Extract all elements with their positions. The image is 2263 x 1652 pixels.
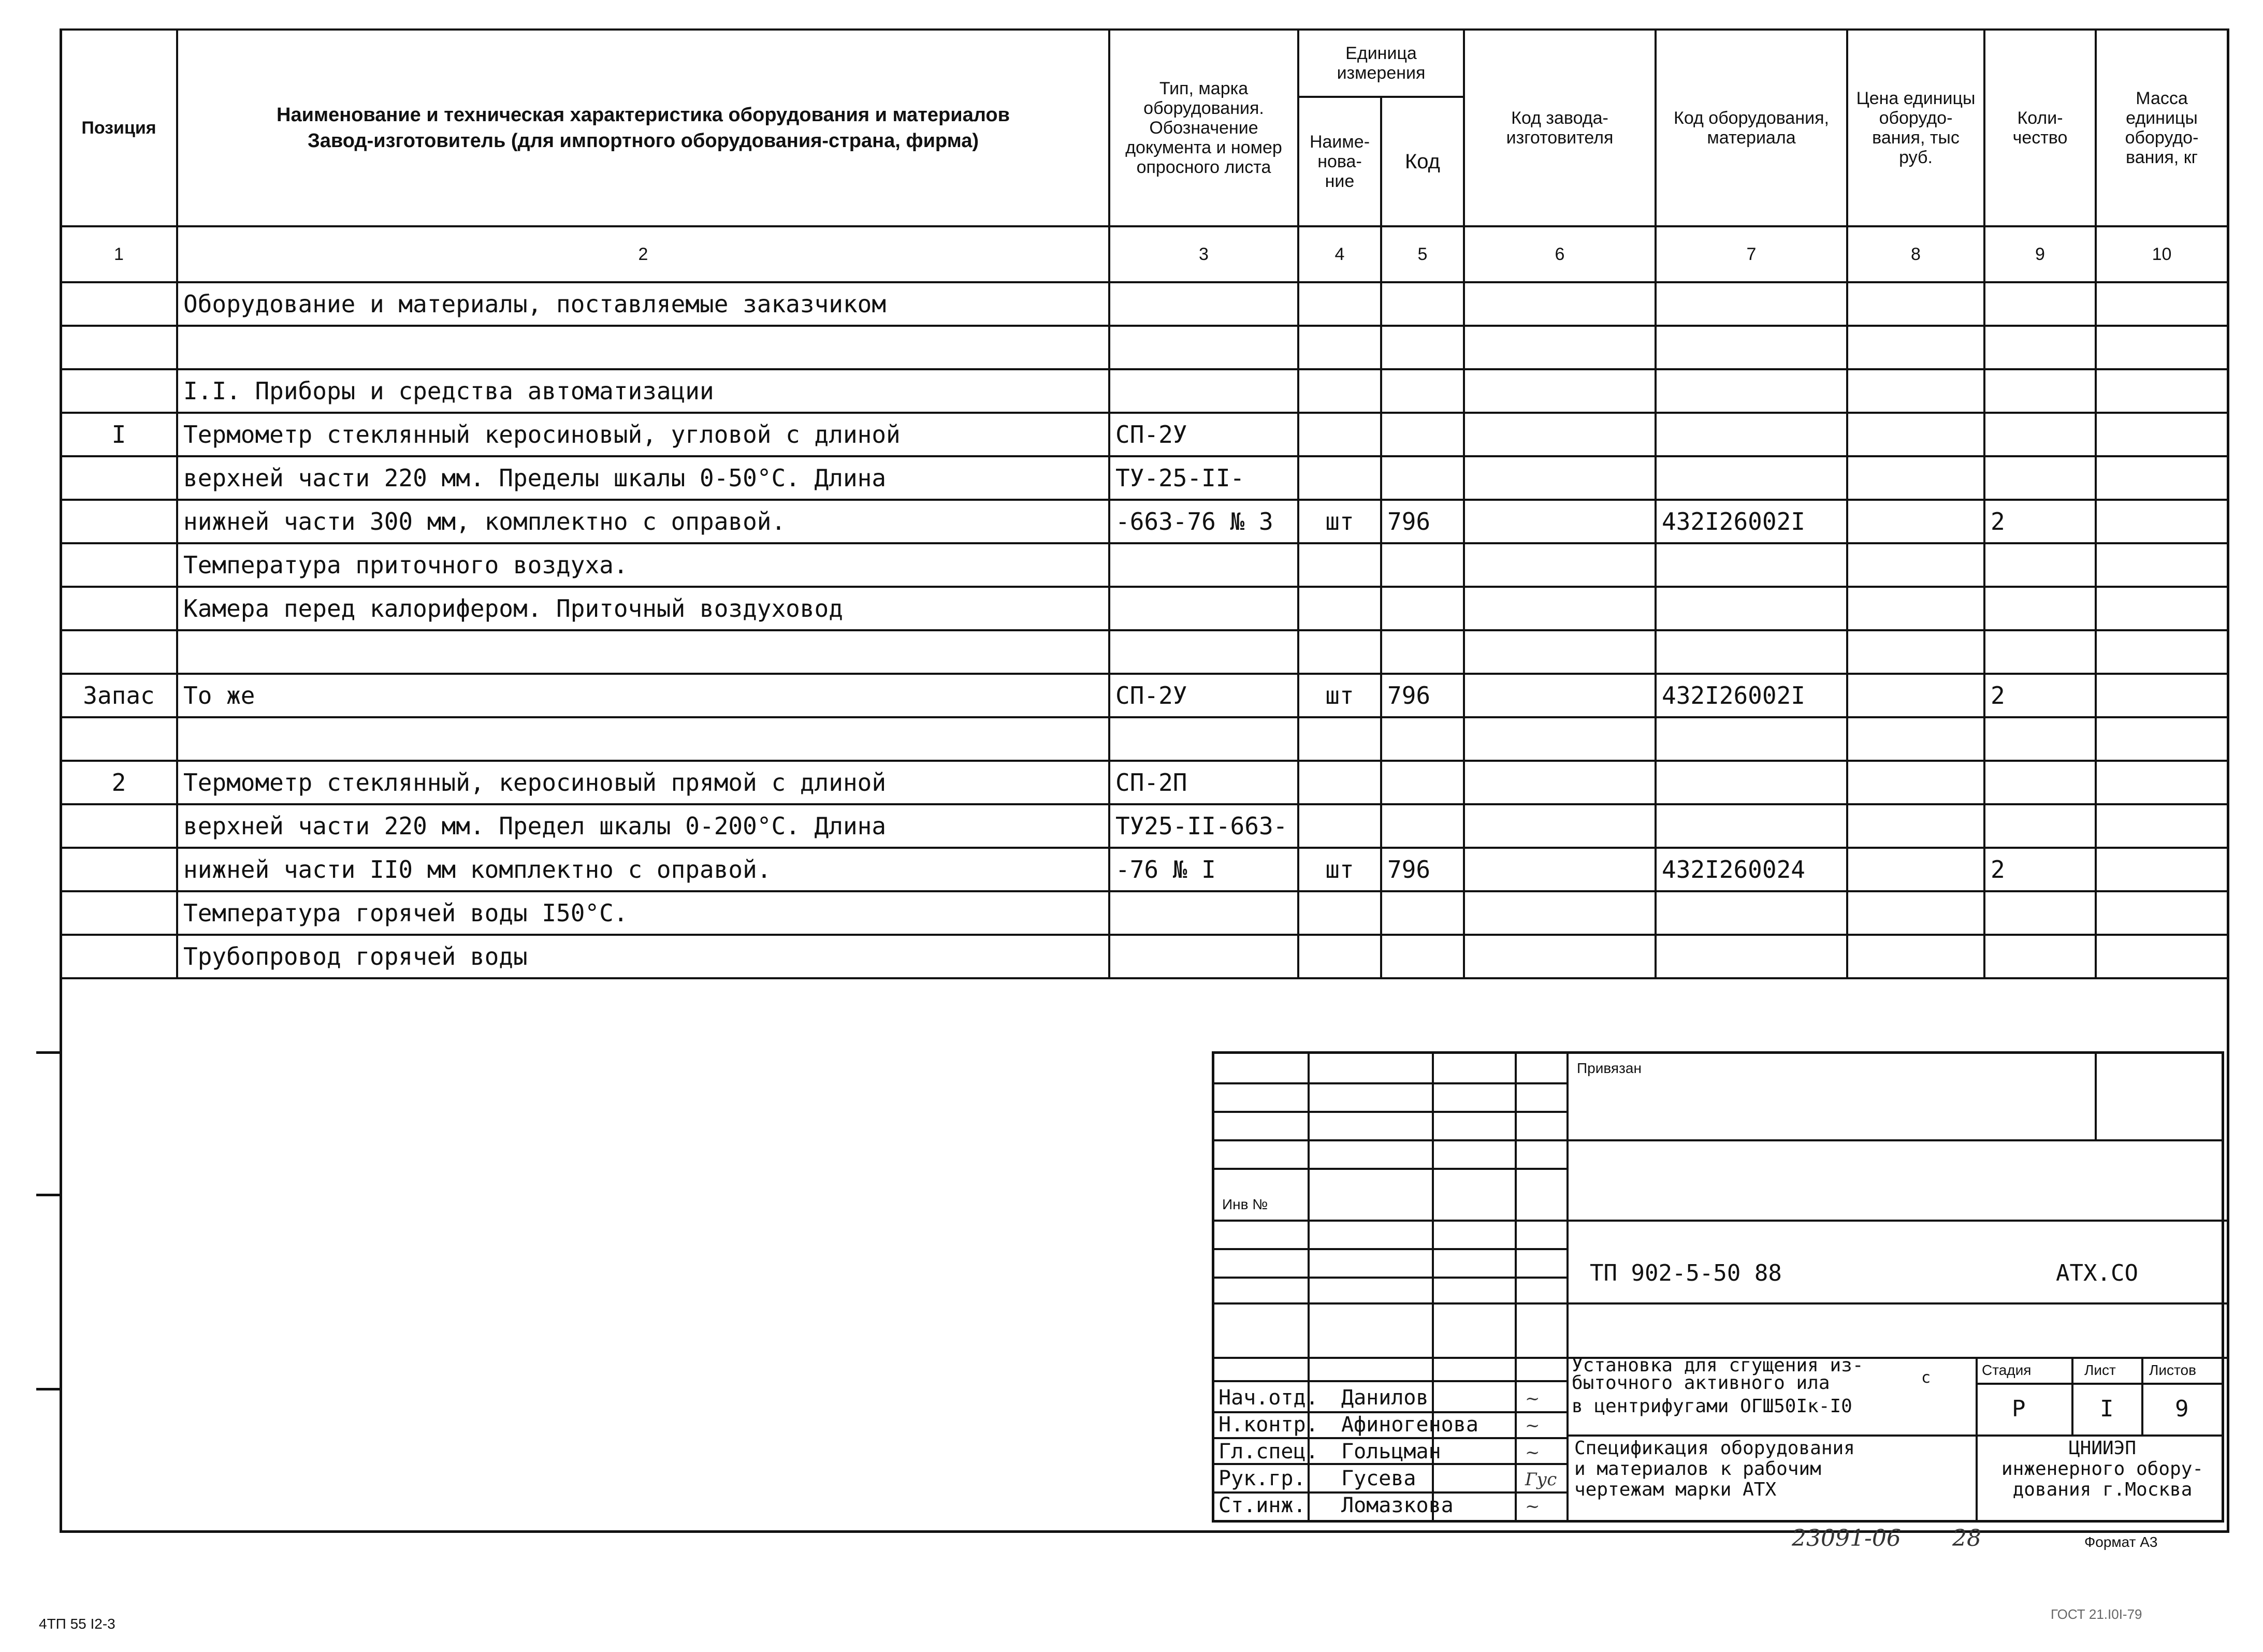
table-row (61, 587, 2228, 630)
cell-quantity (1984, 630, 2096, 674)
cell-equipment-code (1656, 456, 1847, 500)
cell-factory-code (1464, 935, 1656, 978)
table-row (61, 891, 2228, 935)
table-row (61, 935, 2228, 978)
cell-name (177, 326, 1109, 369)
cell-position (61, 804, 177, 848)
right-stamp-code: ГОСТ 21.I0I-79 (2051, 1606, 2142, 1622)
organization (1981, 1438, 2224, 1500)
sheet-label: Лист (2084, 1362, 2116, 1378)
cell-unit-code: 796 (1381, 674, 1464, 717)
cell-name (177, 717, 1109, 761)
table-row (61, 630, 2228, 674)
signer-role: Н.контр. (1218, 1413, 1318, 1437)
header-name-line1: Наименование и техническая характеристика оборудования и материалов (277, 104, 1010, 126)
cell-factory-code (1464, 456, 1656, 500)
cell-name: Оборудование и материалы, поставляемые заказчиком (177, 282, 1109, 326)
margin-tick (36, 1388, 60, 1390)
column-number: 4 (1298, 226, 1381, 282)
cell-unit-name (1298, 891, 1381, 935)
spec-title-line2: и материалов к рабочим (1574, 1458, 1821, 1480)
table-row (61, 500, 2228, 543)
cell-factory-code (1464, 326, 1656, 369)
cell-name: нижней части II0 мм комплектно с оправой. (177, 848, 1109, 891)
header-type: Тип, марка оборудования. Обозначение документа и номер опросного листа (1109, 30, 1298, 226)
table-row (61, 543, 2228, 587)
cell-unit-name (1298, 761, 1381, 804)
cell-equipment-code (1656, 804, 1847, 848)
cell-price (1847, 761, 1984, 804)
cell-mass (2096, 456, 2228, 500)
cell-type (1109, 369, 1298, 413)
cell-unit-name (1298, 326, 1381, 369)
table-row (61, 456, 2228, 500)
header-name-line2: Завод-изготовитель (для импортного оборудования-страна, фирма) (307, 130, 979, 152)
cell-equipment-code: 432I260024 (1656, 848, 1847, 891)
cell-mass (2096, 674, 2228, 717)
column-number: 1 (61, 226, 177, 282)
cell-price (1847, 587, 1984, 630)
cell-factory-code (1464, 717, 1656, 761)
cell-name: Термометр стеклянный керосиновый, угловой с длиной (177, 413, 1109, 456)
cell-unit-code (1381, 630, 1464, 674)
header-unit-code: Код (1381, 97, 1464, 226)
cell-equipment-code (1656, 717, 1847, 761)
organization-line1: ЦНИИЭП (2068, 1438, 2137, 1459)
cell-factory-code (1464, 761, 1656, 804)
cell-type (1109, 587, 1298, 630)
cell-price (1847, 500, 1984, 543)
cell-unit-name (1298, 369, 1381, 413)
cell-unit-name: шт (1298, 674, 1381, 717)
signer-name: Гольцман (1341, 1440, 1441, 1463)
cell-mass (2096, 413, 2228, 456)
signature: ~ (1525, 1442, 1540, 1463)
cell-price (1847, 326, 1984, 369)
grid-line (1214, 1111, 1566, 1113)
document-code: ТП 902-5-50 88 (1590, 1260, 1782, 1286)
header-unit-group: Единица измерения (1298, 30, 1464, 97)
cell-unit-name (1298, 587, 1381, 630)
cell-type (1109, 717, 1298, 761)
cell-position (61, 456, 177, 500)
margin-tick (36, 1051, 60, 1054)
cell-name: Термометр стеклянный, керосиновый прямой с длиной (177, 761, 1109, 804)
stage-label: Стадия (1982, 1362, 2032, 1378)
table-row (61, 804, 2228, 848)
cell-position (61, 848, 177, 891)
header-mass: Масса единицы оборудо-вания, кг (2096, 30, 2228, 226)
cell-unit-code (1381, 543, 1464, 587)
cell-price (1847, 369, 1984, 413)
cell-unit-name (1298, 543, 1381, 587)
cell-unit-name: шт (1298, 500, 1381, 543)
cell-unit-code (1381, 891, 1464, 935)
cell-unit-code (1381, 717, 1464, 761)
cell-position (61, 500, 177, 543)
grid-line (1214, 1139, 1566, 1141)
cell-name: Температура горячей воды I50°С. (177, 891, 1109, 935)
column-number: 6 (1464, 226, 1656, 282)
signer-name: Гусева (1341, 1467, 1416, 1490)
cell-quantity (1984, 413, 2096, 456)
cell-equipment-code (1656, 630, 1847, 674)
signature: ~ (1525, 1496, 1540, 1517)
cell-mass (2096, 500, 2228, 543)
header-unit-name: Наиме-нова-ние (1298, 97, 1381, 226)
cell-unit-code (1381, 935, 1464, 978)
table-row (61, 717, 2228, 761)
signer-role: Ст.инж. (1218, 1494, 1306, 1517)
cell-quantity (1984, 326, 2096, 369)
cell-unit-code (1381, 804, 1464, 848)
cell-mass (2096, 804, 2228, 848)
column-number: 5 (1381, 226, 1464, 282)
cell-position (61, 543, 177, 587)
cell-quantity: 2 (1984, 848, 2096, 891)
cell-unit-name (1298, 630, 1381, 674)
cell-mass (2096, 326, 2228, 369)
cell-mass (2096, 891, 2228, 935)
format-label: Формат А3 (2084, 1534, 2158, 1550)
cell-price (1847, 804, 1984, 848)
column-number: 3 (1109, 226, 1298, 282)
inventory-label: Инв № (1222, 1196, 1268, 1212)
cell-quantity (1984, 543, 2096, 587)
cell-unit-code: 796 (1381, 500, 1464, 543)
left-stamp-code: 4ТП 55 I2-3 (39, 1616, 115, 1632)
cell-mass (2096, 761, 2228, 804)
signer-role: Нач.отд. (1218, 1386, 1318, 1410)
cell-type: СП-2У (1109, 413, 1298, 456)
cell-unit-code (1381, 761, 1464, 804)
grid-line (1214, 1277, 1566, 1279)
cell-factory-code (1464, 587, 1656, 630)
header-position: Позиция (61, 30, 177, 226)
project-title-superscript: с (1921, 1369, 1931, 1387)
cell-position: 2 (61, 761, 177, 804)
project-title (1572, 1357, 1864, 1392)
cell-name: нижней части 300 мм, комплектно с оправой. (177, 500, 1109, 543)
attached-label: Привязан (1577, 1060, 1642, 1076)
project-title-line1: Установка для сгущения из- (1572, 1355, 1864, 1376)
signers-roles (1218, 1384, 1318, 1519)
cell-unit-name (1298, 717, 1381, 761)
cell-name: Трубопровод горячей воды (177, 935, 1109, 978)
table-row (61, 282, 2228, 326)
cell-price (1847, 935, 1984, 978)
cell-equipment-code (1656, 413, 1847, 456)
cell-type: СП-2П (1109, 761, 1298, 804)
cell-mass (2096, 630, 2228, 674)
sheets-label: Листов (2149, 1362, 2196, 1378)
cell-equipment-code: 432I26002I (1656, 674, 1847, 717)
project-title-line2: быточного активного ила (1572, 1372, 1830, 1394)
cell-quantity: 2 (1984, 674, 2096, 717)
cell-quantity: 2 (1984, 500, 2096, 543)
cell-quantity (1984, 761, 2096, 804)
signer-name: Афиногенова (1341, 1413, 1478, 1437)
cell-factory-code (1464, 413, 1656, 456)
cell-equipment-code (1656, 587, 1847, 630)
cell-type: СП-2У (1109, 674, 1298, 717)
title-block (1212, 1051, 2224, 1523)
header-price: Цена единицы оборудо-вания, тыс руб. (1847, 30, 1984, 226)
signer-name: Ломазкова (1341, 1494, 1454, 1517)
cell-quantity (1984, 891, 2096, 935)
signatures (1525, 1385, 1557, 1520)
cell-quantity (1984, 456, 2096, 500)
cell-type (1109, 326, 1298, 369)
cell-position: Запас (61, 674, 177, 717)
grid-line (1214, 1082, 1566, 1084)
column-number: 8 (1847, 226, 1984, 282)
margin-tick (36, 1194, 60, 1196)
signature: Гус (1525, 1469, 1557, 1490)
cell-price (1847, 717, 1984, 761)
cell-price (1847, 543, 1984, 587)
cell-name: То же (177, 674, 1109, 717)
grid-line (1976, 1357, 1978, 1523)
signature: ~ (1525, 1388, 1540, 1409)
cell-unit-name (1298, 282, 1381, 326)
cell-equipment-code (1656, 935, 1847, 978)
cell-unit-code (1381, 282, 1464, 326)
grid-line (1214, 1302, 2227, 1305)
archive-number: 23091-06 (1792, 1525, 1901, 1552)
cell-quantity (1984, 587, 2096, 630)
cell-price (1847, 456, 1984, 500)
cell-equipment-code: 432I26002I (1656, 500, 1847, 543)
grid-line (1976, 1383, 2224, 1385)
cell-position (61, 587, 177, 630)
cell-mass (2096, 282, 2228, 326)
header-equipment-code: Код оборудования, материала (1656, 30, 1847, 226)
organization-line3: дования г.Москва (2012, 1479, 2193, 1500)
grid-line (2141, 1357, 2143, 1434)
cell-unit-code (1381, 369, 1464, 413)
table-row (61, 413, 2228, 456)
cell-position (61, 326, 177, 369)
signer-name: Данилов (1341, 1386, 1429, 1410)
column-number: 9 (1984, 226, 2096, 282)
cell-quantity (1984, 717, 2096, 761)
specification-table (60, 28, 2229, 979)
cell-type (1109, 891, 1298, 935)
cell-mass (2096, 848, 2228, 891)
page-number: 28 (1952, 1525, 1981, 1552)
cell-unit-code (1381, 413, 1464, 456)
cell-unit-name (1298, 456, 1381, 500)
stage-value: Р (2012, 1396, 2026, 1422)
cell-factory-code (1464, 282, 1656, 326)
spec-title (1574, 1438, 1855, 1500)
cell-factory-code (1464, 500, 1656, 543)
cell-mass (2096, 935, 2228, 978)
cell-quantity (1984, 369, 2096, 413)
cell-type: ТУ-25-II- (1109, 456, 1298, 500)
column-number: 7 (1656, 226, 1847, 282)
header-factory-code: Код завода-изготовителя (1464, 30, 1656, 226)
table-row (61, 674, 2228, 717)
cell-mass (2096, 717, 2228, 761)
cell-factory-code (1464, 848, 1656, 891)
cell-factory-code (1464, 891, 1656, 935)
cell-type (1109, 543, 1298, 587)
cell-position (61, 717, 177, 761)
grid-line (2095, 1054, 2097, 1139)
cell-name: I.I. Приборы и средства автоматизации (177, 369, 1109, 413)
grid-line (1566, 1434, 2224, 1437)
cell-position (61, 630, 177, 674)
cell-price (1847, 630, 1984, 674)
cell-equipment-code (1656, 282, 1847, 326)
cell-equipment-code (1656, 326, 1847, 369)
cell-mass (2096, 587, 2228, 630)
grid-line (1566, 1139, 2224, 1141)
cell-unit-name (1298, 413, 1381, 456)
cell-position (61, 282, 177, 326)
cell-price (1847, 891, 1984, 935)
cell-name: Температура приточного воздуха. (177, 543, 1109, 587)
organization-line2: инженерного обору- (2001, 1458, 2204, 1480)
specification-body (61, 282, 2228, 978)
grid-line (1214, 1220, 2227, 1222)
cell-equipment-code (1656, 543, 1847, 587)
cell-unit-name (1298, 935, 1381, 978)
column-number: 10 (2096, 226, 2228, 282)
cell-equipment-code (1656, 761, 1847, 804)
grid-line (2071, 1357, 2073, 1434)
cell-unit-code: 796 (1381, 848, 1464, 891)
cell-unit-code (1381, 456, 1464, 500)
cell-type (1109, 282, 1298, 326)
table-row (61, 369, 2228, 413)
cell-quantity (1984, 935, 2096, 978)
cell-price (1847, 674, 1984, 717)
column-number: 2 (177, 226, 1109, 282)
table-row (61, 761, 2228, 804)
cell-factory-code (1464, 804, 1656, 848)
cell-position (61, 935, 177, 978)
header-quantity: Коли-чество (1984, 30, 2096, 226)
grid-line (1566, 1054, 1569, 1523)
grid-line (1214, 1168, 1566, 1170)
cell-type: ТУ25-II-663- (1109, 804, 1298, 848)
cell-equipment-code (1656, 891, 1847, 935)
cell-unit-code (1381, 587, 1464, 630)
spec-title-line1: Спецификация оборудования (1574, 1438, 1855, 1459)
cell-type (1109, 935, 1298, 978)
cell-mass (2096, 543, 2228, 587)
signature: ~ (1525, 1415, 1540, 1436)
table-row (61, 848, 2228, 891)
cell-factory-code (1464, 674, 1656, 717)
sheet-mark: АТХ.СО (2056, 1260, 2138, 1286)
cell-price (1847, 282, 1984, 326)
project-title-line3: в центрифугами ОГШ50Iк-I0 (1572, 1396, 1852, 1417)
cell-unit-code (1381, 326, 1464, 369)
cell-position (61, 369, 177, 413)
signer-role: Гл.спец. (1218, 1440, 1318, 1463)
grid-line (1214, 1248, 1566, 1250)
cell-equipment-code (1656, 369, 1847, 413)
sheets-value: 9 (2175, 1396, 2189, 1422)
table-row (61, 326, 2228, 369)
cell-unit-name (1298, 804, 1381, 848)
cell-unit-name: шт (1298, 848, 1381, 891)
signers-names (1341, 1384, 1478, 1519)
cell-type (1109, 630, 1298, 674)
grid-line (1515, 1054, 1517, 1523)
cell-position: I (61, 413, 177, 456)
cell-name: верхней части 220 мм. Пределы шкалы 0-50°С. Длина (177, 456, 1109, 500)
cell-type: -663-76 № 3 (1109, 500, 1298, 543)
cell-type: -76 № I (1109, 848, 1298, 891)
cell-factory-code (1464, 630, 1656, 674)
cell-mass (2096, 369, 2228, 413)
cell-name (177, 630, 1109, 674)
cell-price (1847, 848, 1984, 891)
signer-role: Рук.гр. (1218, 1467, 1306, 1490)
header-name (177, 30, 1109, 226)
cell-price (1847, 413, 1984, 456)
sheet-value: I (2100, 1396, 2114, 1422)
spec-title-line3: чертежам марки АТХ (1574, 1479, 1777, 1500)
cell-quantity (1984, 282, 2096, 326)
cell-position (61, 891, 177, 935)
grid-line (1214, 1380, 1566, 1382)
cell-name: верхней части 220 мм. Предел шкалы 0-200°С. Длина (177, 804, 1109, 848)
cell-quantity (1984, 804, 2096, 848)
cell-factory-code (1464, 369, 1656, 413)
cell-factory-code (1464, 543, 1656, 587)
cell-name: Камера перед калорифером. Приточный воздуховод (177, 587, 1109, 630)
